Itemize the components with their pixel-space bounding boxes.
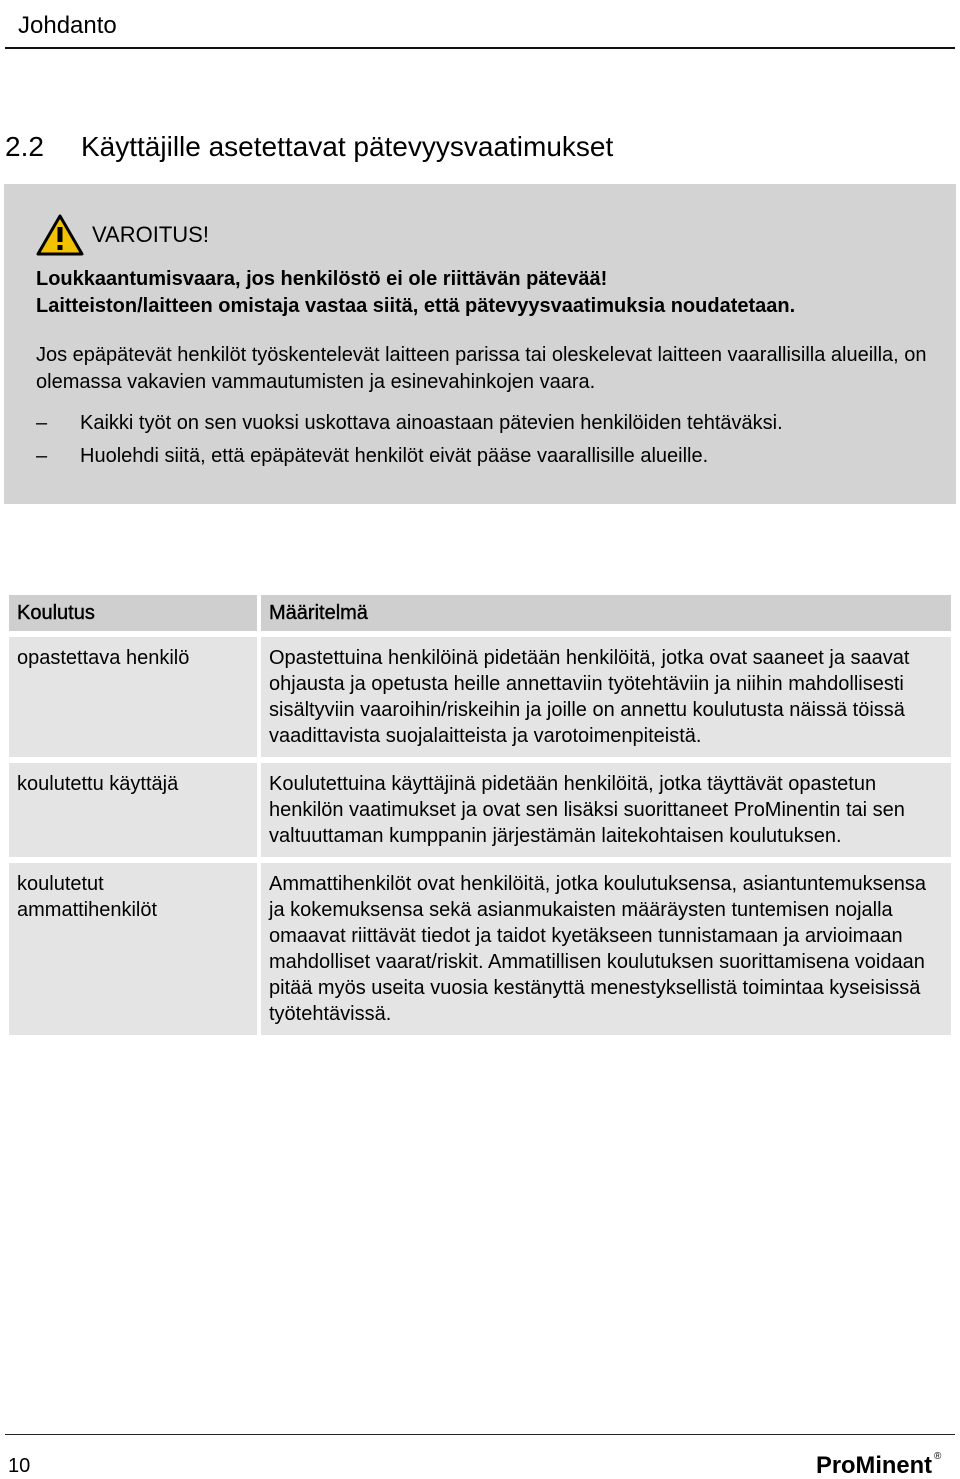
table-row	[9, 863, 951, 1035]
bullet-dash: –	[36, 445, 48, 467]
page-header-title: Johdanto	[18, 12, 117, 39]
table-row	[9, 763, 951, 857]
section-heading	[5, 130, 613, 164]
warning-responsibility-line: Laitteiston/laitteen omistaja vastaa siitä, että pätevyysvaatimuksia noudatetaan.	[36, 295, 796, 317]
bullet-dash: –	[36, 412, 48, 434]
prominent-logo	[816, 1448, 946, 1478]
page-number: 10	[8, 1455, 31, 1477]
section-number: 2.2	[5, 131, 44, 162]
definition-cell: Opastettuina henkilöinä pidetään henkilöitä, jotka ovat saaneet ja saavat ohjausta ja opetusta heille annettaviin työtehtäviin ja niihin mahdollisesti sisältyviin vaaroihin/riskeihin ja joille on annettu koulutusta näissä töissä vaadittavista suojalaitteista ja varotoimenpiteistä.	[261, 637, 951, 757]
table-header-row	[9, 595, 951, 631]
term-cell: koulutettu käyttäjä	[9, 763, 257, 857]
header-divider	[5, 47, 955, 49]
warning-statement	[36, 266, 936, 320]
qualification-table	[5, 589, 955, 1041]
warning-hazard-line: Loukkaantumisvaara, jos henkilöstö ei ole riittävän pätevää!	[36, 268, 608, 290]
section-title: Käyttäjille asetettavat pätevyysvaatimukset	[81, 131, 614, 162]
column-header-definition: Määritelmä	[261, 595, 951, 631]
warning-measures-list	[36, 410, 936, 476]
warning-triangle-icon	[36, 214, 84, 256]
warning-label: VAROITUS!	[92, 222, 209, 247]
definition-cell: Koulutettuina käyttäjinä pidetään henkilöitä, jotka täyttävät opastetun henkilön vaatimukset ja ovat sen lisäksi suorittaneet ProMinentin tai sen valtuuttaman kumppanin järjestämän laitekohtaisen koulutuksen.	[261, 763, 951, 857]
warning-header	[36, 214, 209, 256]
measure-text: Kaikki työt on sen vuoksi uskottava ainoastaan pätevien henkilöiden tehtäväksi.	[80, 412, 783, 434]
list-item	[36, 410, 936, 437]
warning-consequence-text: Jos epäpätevät henkilöt työskentelevät laitteen parissa tai oleskelevat laitteen vaarallisilla alueilla, on olemassa vakavien vammautumisten ja esinevahinkojen vaara.	[36, 344, 927, 393]
warning-box	[4, 184, 956, 504]
table-row	[9, 637, 951, 757]
footer-divider	[5, 1434, 955, 1435]
list-item	[36, 443, 936, 470]
column-header-training: Koulutus	[9, 595, 257, 631]
term-cell: opastettava henkilö	[9, 637, 257, 757]
definition-cell: Ammattihenkilöt ovat henkilöitä, jotka koulutuksensa, asiantuntemuksensa ja kokemuksensa sekä asianmukaisten määräysten tuntemisen nojalla omaavat riittävät tiedot ja taidot kyetäkseen tunnistamaan ja arvioimaan mahdolliset vaarat/riskit. Ammatillisen koulutuksen suorittamisena voidaan pitää myös useita vuosia kestänyttä menestyksellistä toimintaa kyseisissä työtehtävissä.	[261, 863, 951, 1035]
brand-name: ProMinent	[816, 1452, 933, 1478]
measure-text: Huolehdi siitä, että epäpätevät henkilöt eivät pääse vaarallisille alueille.	[80, 445, 709, 467]
registered-mark: ®	[934, 1451, 942, 1462]
term-cell: koulutetut ammattihenkilöt	[9, 863, 257, 1035]
